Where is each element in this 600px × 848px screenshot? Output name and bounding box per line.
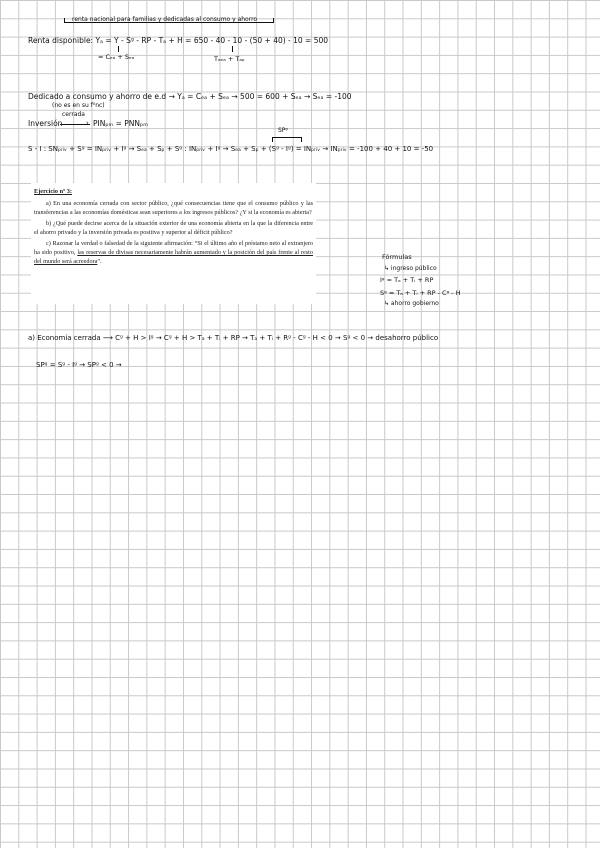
exercise-part-c: [34, 239, 313, 267]
inversion-arrow-label: cerrada: [62, 111, 85, 118]
formulas-ahorro-label: ↳ ahorro gobierno: [384, 300, 439, 307]
formula-ingreso: Iᵍ = Tₐ + Tᵢ + RP: [380, 276, 434, 284]
under-tick-right: [232, 46, 233, 52]
inversion-arrow-head: ›: [86, 119, 89, 127]
under-tick-left: [118, 46, 119, 52]
exercise-title: Ejercicio nº 3:: [34, 188, 72, 195]
answer-a-next-line: SPᵍ = Sᵍ - Iᵍ → SPᵍ < 0 →: [36, 361, 122, 369]
exercise-part-a: a) En una economía cerrada con sector público, ¿qué consecuencias tiene que el consumo público y las transferencias a las economías domésticas sean superiores a los ingresos públicos? ¿Y si la economía es abierta?: [34, 200, 313, 217]
inversion-rest: PINₚₘ = PNNₚₘ: [93, 119, 148, 128]
exercise-c-2: las reservas de divisas necesariamente habrán aumentado y la posición del país frente al resto del mundo será acreedora: [34, 249, 313, 266]
consumo-ahorro-line: Dedicado a consumo y ahorro de e.d → Yₐ = Cₑₐ + Sₑₐ → 500 = 600 + Sₑₐ → Sₑₐ = -100: [28, 92, 352, 101]
formula-ahorro: Sᵍ = Tₐ + Tᵢ + RP - Cᵍ - H: [380, 289, 461, 297]
formulas-ingreso-label: ↳ ingreso público: [384, 265, 437, 272]
exercise-c-1: c) Razonar la verdad o falsedad de la siguiente afirmación: “Si el último año el préstamo neto al extranjero ha sido positivo,: [34, 239, 313, 257]
consumo-ahorro-sub: (no es en su f⁰nc): [52, 102, 105, 109]
ahorro-inversion-line: S - I : SNₚᵣᵢᵥ + Sᵍ = INₚᵣᵢᵥ + Iᵍ → Sₑₐ + Sₚ + Sᵍ : INₚᵣᵢᵥ + Iᵍ → Sₑₐ + Sₚ + (Sᵍ - Iᵍ) = INₚᵣᵢᵥ → INₚᵣᵢᵥ = -100 + 40 + 10 = -50: [28, 145, 434, 153]
renta-under-left: = Cₑₐ + Sₑₐ: [98, 53, 135, 61]
renta-under-right: Tₐₑₐ + Tₐₚ: [214, 55, 245, 63]
renta-annotation: renta nacional para familias y dedicadas al consumo y ahorro: [72, 16, 258, 23]
inversion-label: Inversión: [28, 119, 63, 128]
renta-disponible-line: Renta disponible: Yₐ = Y - Sᵍ - RP - Tₐ + H = 650 - 40 - 10 - (50 + 40) - 10 = 500: [28, 36, 329, 45]
exercise-3-box: [31, 183, 316, 304]
exercise-c-3: ”.: [97, 258, 102, 266]
answer-a-line: a) Economía cerrada ⟶ Cᵍ + H > Iᵍ → Cᵍ + H > Tₐ + Tᵢ + RP → Tₐ + Tᵢ + Rᵍ - Cᵍ - H < 0 → Sᵍ < 0 → desahorro público: [28, 334, 439, 342]
formulas-title: Fórmulas: [382, 253, 412, 261]
sp-bracket: [272, 137, 302, 138]
sp-label: SPᵍ: [278, 127, 288, 134]
exercise-part-b: b) ¿Qué puede decirse acerca de la situación exterior de una economía abierta en la que la diferencia entre el ahorro privado y la inversión privada es positiva y superior al déficit público?: [34, 219, 313, 237]
